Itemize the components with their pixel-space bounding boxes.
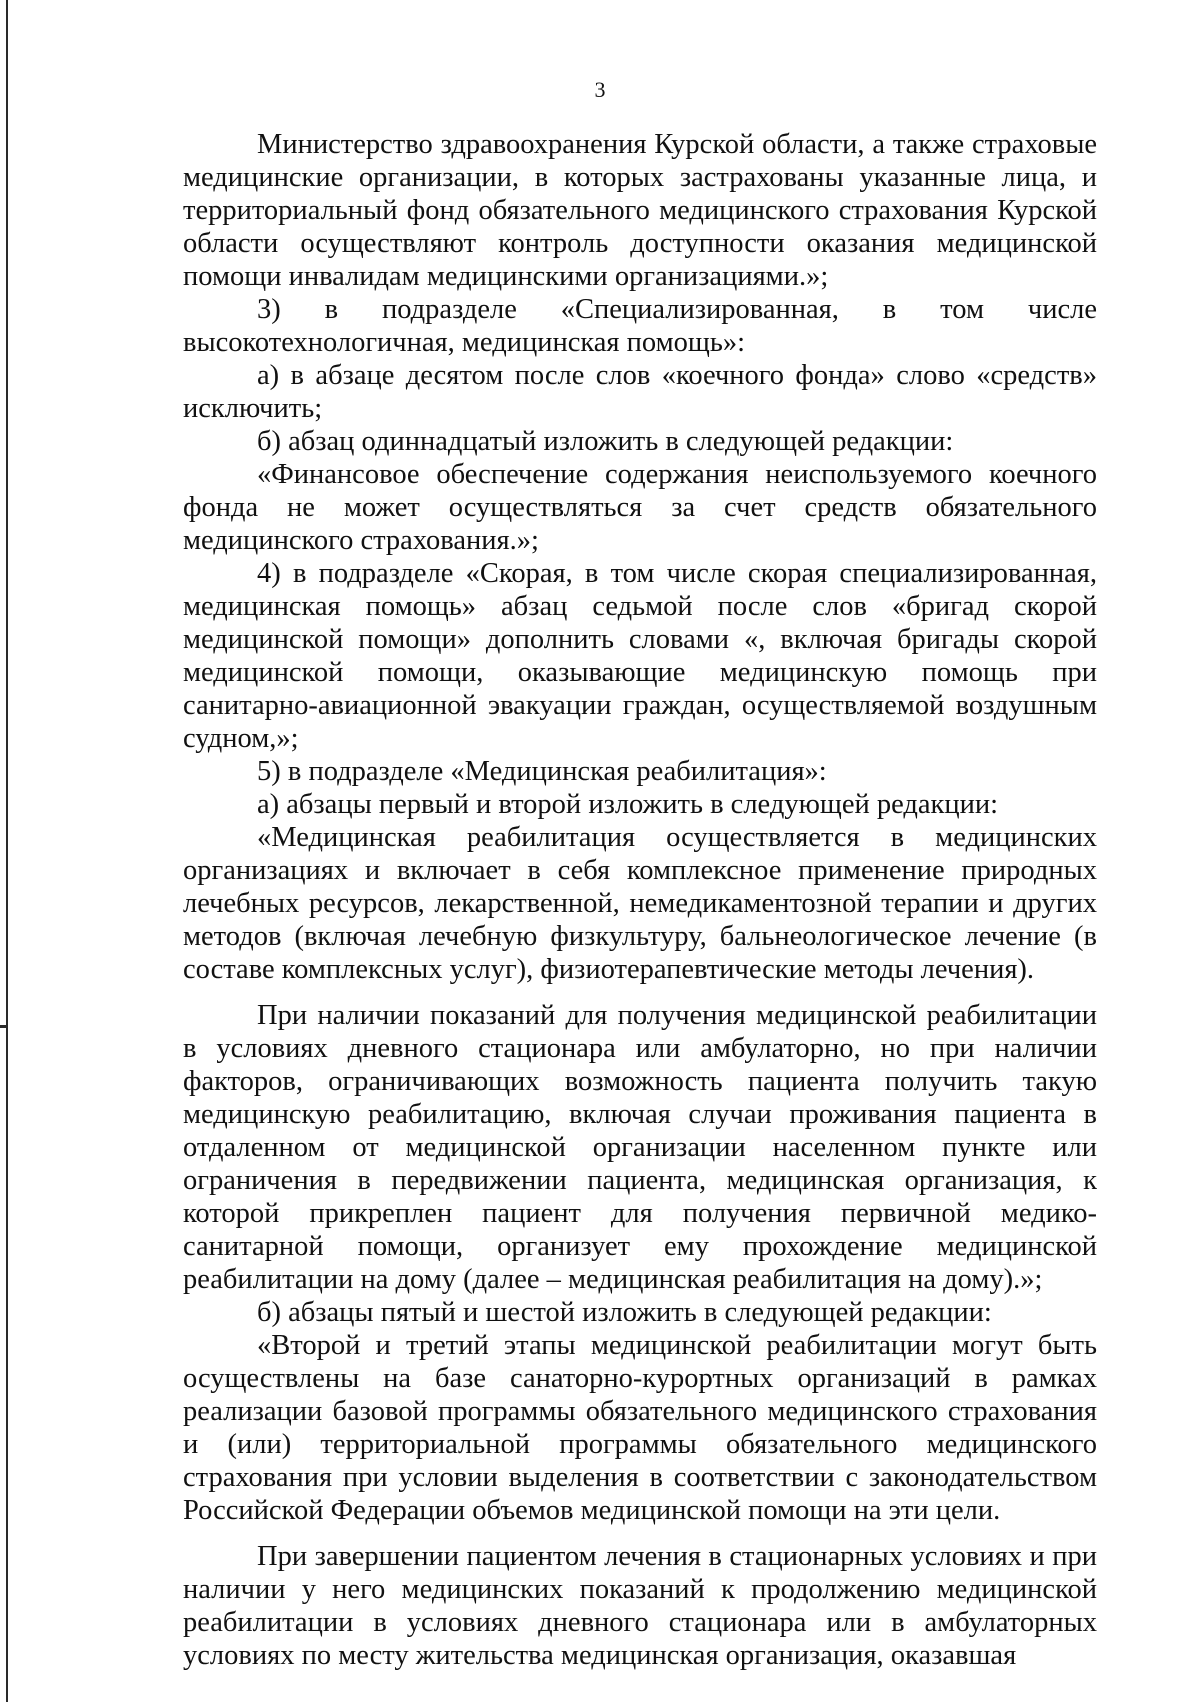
paragraph-item-3a: а) в абзаце десятом после слов «коечного фонда» слово «средств» исключить; xyxy=(183,360,1097,424)
paragraph-item-4-emergency-care: 4) в подразделе «Скорая, в том числе скорая специализированная, медицинская помощь» абзац седьмой после слов «бригад скорой медицинской помощи» дополнить словами «, включая бригады скорой медицинской помощи, оказывающие медицинскую помощь при санитарно-авиационной эвакуации граждан, осуществляемой воздушным судном,»; xyxy=(183,558,1097,754)
paragraph-item-5a: а) абзацы первый и второй изложить в следующей редакции: xyxy=(257,789,999,820)
paragraph-sanatorium-stages: «Второй и третий этапы медицинской реабилитации могут быть осуществлены на базе санаторно-курортных организаций в рамках реализации базовой программы обязательного медицинского страхования и (или) территориальной программы обязательного медицинского страхования при условии выделения в соответствии с законодательством Российской Федерации объемов медицинской помощи на эти цели. xyxy=(183,1330,1097,1526)
paragraph-home-rehabilitation: При наличии показаний для получения медицинской реабилитации в условиях дневного стационара или амбулаторно, но при наличии факторов, ограничивающих возможность пациента получить такую медицинскую реабилитацию, включая случаи проживания пациента в отдаленном от медицинской организации населенном пункте или ограничения в передвижении пациента, медицинская организация, к которой прикреплен пациент для получения первичной медико-санитарной помощи, организует ему прохождение медицинской реабилитации на дому (далее – медицинская реабилитация на дому).»; xyxy=(183,1000,1097,1295)
scan-edge-mark xyxy=(0,1025,8,1028)
paragraph-financial-provision: «Финансовое обеспечение содержания неиспользуемого коечного фонда не может осуществляться за счет средств обязательного медицинского страхования.»; xyxy=(183,459,1097,556)
paragraph-item-3b: б) абзац одиннадцатый изложить в следующей редакции: xyxy=(257,426,954,457)
paragraph-discharge-continuation: При завершении пациентом лечения в стационарных условиях и при наличии у него медицинских показаний к продолжению медицинской реабилитации в условиях дневного стационара или в амбулаторных условиях по месту жительства медицинская организация, оказавшая xyxy=(183,1541,1097,1671)
paragraph-item-5-rehabilitation: 5) в подразделе «Медицинская реабилитация»: xyxy=(257,756,827,787)
page-number: 3 xyxy=(594,77,606,102)
scan-edge-line xyxy=(6,0,8,1702)
document-body xyxy=(183,128,1097,1672)
paragraph-ministry-control: Министерство здравоохранения Курской области, а также страховые медицинские организации, в которых застрахованы указанные лица, и территориальный фонд обязательного медицинского страхования Курской области осуществляют контроль доступности оказания медицинской помощи инвалидам медицинскими организациями.»; xyxy=(183,129,1097,292)
paragraph-item-5b: б) абзацы пятый и шестой изложить в следующей редакции: xyxy=(257,1297,992,1328)
paragraph-item-3-specialized-care: 3) в подразделе «Специализированная, в том числе высокотехнологичная, медицинская помощь»: xyxy=(183,294,1097,358)
paragraph-rehabilitation-definition: «Медицинская реабилитация осуществляется в медицинских организациях и включает в себя комплексное применение природных лечебных ресурсов, лекарственной, немедикаментозной терапии и других методов (включая лечебную физкультуру, бальнеологическое лечение (в составе комплексных услуг), физиотерапевтические методы лечения). xyxy=(183,822,1097,985)
